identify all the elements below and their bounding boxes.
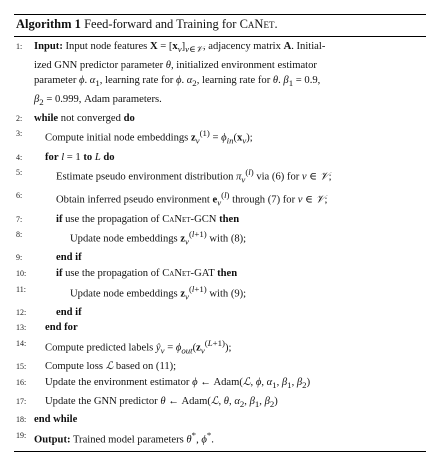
line-text: if use the propagation of CaNet-GAT then xyxy=(56,268,238,280)
algorithm-line xyxy=(14,250,426,266)
algorithm-line xyxy=(14,412,426,428)
line-text: Estimate pseudo environment distribution $\pi_v^{(l)}$ via (6) for v ∈ 𝒱; xyxy=(56,167,332,185)
line-text: Update node embeddings $z_v^{(l+1)}$ with (8); xyxy=(70,229,247,247)
line-number: 13: xyxy=(16,323,27,333)
line-text: Update node embeddings $z_v^{(l+1)}$ with (9); xyxy=(70,283,247,302)
line-number: 10: xyxy=(16,269,27,279)
line-number: 17: xyxy=(16,396,27,406)
algorithm-lines xyxy=(14,39,426,448)
title-rule xyxy=(14,36,426,37)
algorithm-line xyxy=(14,126,426,149)
line-text: Update the GNN predictor θ ← Adam(ℒ, θ, $\alpha_2$, $\beta_1$, $\beta_2$) xyxy=(45,395,278,409)
line-text: while not converged do xyxy=(34,112,135,124)
line-number: 7: xyxy=(16,214,23,224)
line-text: for l = 1 to L do xyxy=(45,151,115,163)
algorithm-line xyxy=(14,212,426,228)
algorithm-title xyxy=(14,15,426,34)
algorithm-line xyxy=(14,266,426,282)
line-text: Input: Input node features $X = [x_v]_{v\in 𝒱}$, adjacency matrix A. Initial- ized GNN predictor parameter θ, initialized environment estimator parameter ϕ. $\alpha_1$, learning rate for ϕ. $\alpha_2$, learning rate for θ. $\beta_1 = 0.9$, $\beta_2 = 0.999$, Adam parameters. xyxy=(34,41,326,108)
algorithm-title-end: . xyxy=(274,17,278,31)
algorithm-line xyxy=(14,394,426,413)
line-number: 18: xyxy=(16,415,27,425)
line-number: 16: xyxy=(16,377,27,387)
line-number: 12: xyxy=(16,307,27,317)
line-number: 1: xyxy=(16,42,23,51)
line-text: Compute initial node embeddings $z_v^{(1)} = \phi_{in}(x_v)$; xyxy=(45,128,253,146)
algorithm-line xyxy=(14,375,426,394)
line-number: 14: xyxy=(16,339,27,349)
line-text: Obtain inferred pseudo environment $e_v^{(l)}$ through (7) for v ∈ 𝒱; xyxy=(56,190,328,208)
line-text: Output: Trained model parameters θ*, ϕ*. xyxy=(34,429,214,446)
algorithm-label: Algorithm 1 xyxy=(16,17,81,31)
line-number: 19: xyxy=(16,430,27,440)
line-number: 3: xyxy=(16,129,23,139)
line-text: if use the propagation of CaNet-GCN then xyxy=(56,213,240,225)
line-number: 6: xyxy=(16,191,23,201)
line-number: 11: xyxy=(16,284,26,294)
line-text: Compute loss ℒ based on (11); xyxy=(45,361,177,373)
algorithm-line xyxy=(14,336,426,359)
algorithm-line xyxy=(14,282,426,305)
algorithm-line xyxy=(14,165,426,188)
line-text: end for xyxy=(45,322,78,334)
line-number: 9: xyxy=(16,253,23,263)
line-text: end if xyxy=(56,252,82,264)
algorithm-line xyxy=(14,305,426,321)
algorithm-line xyxy=(14,227,426,250)
algorithm-line xyxy=(14,150,426,166)
algorithm-box xyxy=(14,14,426,452)
line-number: 2: xyxy=(16,113,23,123)
algorithm-line xyxy=(14,320,426,336)
algorithm-title-name: CaNet xyxy=(239,17,275,31)
line-text: end while xyxy=(34,414,78,426)
algorithm-line xyxy=(14,188,426,211)
line-number: 15: xyxy=(16,362,27,372)
algorithm-title-text: Feed-forward and Training for xyxy=(84,17,240,31)
algorithm-line xyxy=(14,39,426,111)
line-number: 4: xyxy=(16,152,23,162)
line-text: Update the environment estimator ϕ ← Adam(ℒ, ϕ, $\alpha_1$, $\beta_1$, $\beta_2$) xyxy=(45,376,311,390)
line-number: 5: xyxy=(16,168,23,178)
line-text: end if xyxy=(56,306,82,318)
line-text: Compute predicted labels $ŷ_v = \phi_{out}(z_v^{(L+1)})$; xyxy=(45,338,232,356)
algorithm-line xyxy=(14,359,426,375)
algorithm-line xyxy=(14,111,426,127)
line-number: 8: xyxy=(16,230,23,240)
